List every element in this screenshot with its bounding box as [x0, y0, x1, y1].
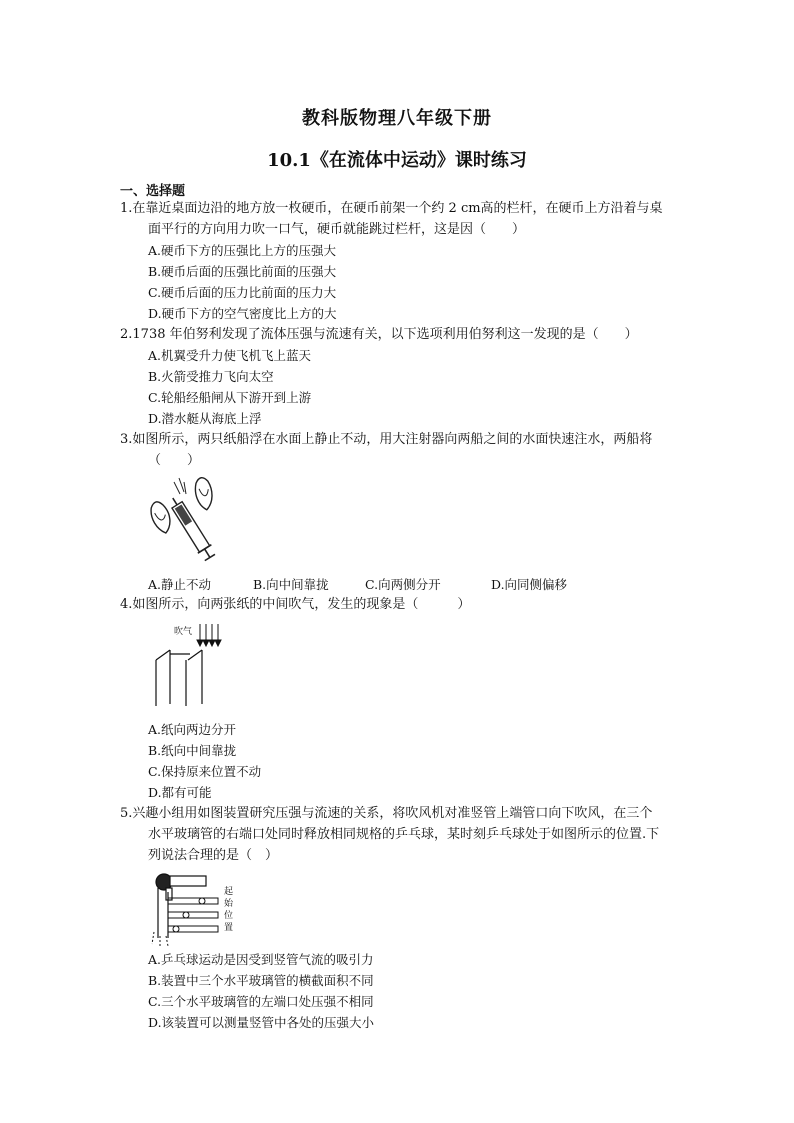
right-boat-icon — [193, 476, 214, 511]
ping-pong-balls-icon — [173, 898, 205, 932]
question-5-option-b: B.装置中三个水平玻璃管的横截面积不同 — [148, 973, 374, 988]
question-1-option-b: B.硬币后面的压强比前面的压强大 — [148, 264, 337, 279]
question-5-option-c: C.三个水平玻璃管的左端口处压强不相同 — [148, 994, 374, 1009]
svg-text:置: 置 — [224, 923, 234, 933]
question-4-text: 4.如图所示，向两张纸的中间吹气，发生的现象是（ ） — [120, 597, 471, 612]
question-5-text-cont: 水平玻璃管的右端口处同时释放相同规格的乒乓球，某时刻乒乓球处于如图所示的位置.下 — [148, 827, 660, 842]
question-4-option-b: B.纸向中间靠拢 — [148, 743, 237, 758]
svg-text:起: 起 — [224, 887, 234, 897]
question-2-text: 2.1738 年伯努利发现了流体压强与流速有关，以下选项利用伯努利这一发现的是（ ） — [120, 327, 638, 342]
question-2-option-c: C.轮船经船闸从下游开到上游 — [148, 390, 312, 405]
document-title: 教科版物理八年级下册 — [302, 108, 492, 129]
boats-syringe-figure — [146, 472, 226, 568]
question-3-options — [148, 575, 567, 593]
section-heading: 一、选择题 — [120, 184, 186, 199]
question-3-option-a: A.静止不动 — [148, 577, 212, 592]
question-5-text: 5.兴趣小组用如图装置研究压强与流速的关系，将吹风机对准竖管上端管口向下吹风，在三个 — [120, 806, 653, 821]
question-4-option-a: A.纸向两边分开 — [148, 722, 237, 737]
start-position-label — [224, 885, 234, 933]
question-2-option-d: D.潜水艇从海底上浮 — [148, 411, 262, 426]
syringe-icon — [166, 494, 217, 562]
lesson-title: 10.1《在流体中运动》课时练习 — [267, 150, 527, 171]
water-jet-icon — [174, 478, 186, 494]
question-3-text: 3.如图所示，两只纸船浮在水面上静止不动，用大注射器向两船之间的水面快速注水，两船将 — [120, 432, 653, 447]
question-5-option-a: A.乒乓球运动是因受到竖管气流的吸引力 — [148, 952, 374, 967]
blow-arrows-icon — [197, 624, 221, 646]
question-4-option-d: D.都有可能 — [148, 785, 212, 800]
question-1-text: 1.在靠近桌面边沿的地方放一枚硬币，在硬币前架一个约 2 cm高的栏杆，在硬币上方沿着与桌 — [120, 201, 663, 216]
hairdryer-tubes-figure — [148, 866, 236, 946]
hair-dryer-icon — [156, 874, 206, 900]
paper-sheets-figure — [152, 622, 232, 710]
question-1-option-a: A.硬币下方的压强比上方的压强大 — [148, 243, 337, 258]
question-5-option-d: D.该装置可以测量竖管中各处的压强大小 — [148, 1015, 375, 1030]
question-1-option-d: D.硬币下方的空气密度比上方的大 — [148, 306, 337, 321]
question-1-text-cont: 面平行的方向用力吹一口气，硬币就能跳过栏杆，这是因（ ） — [148, 222, 526, 237]
svg-text:位: 位 — [224, 911, 234, 921]
question-3-option-b: B.向中间靠拢 — [253, 577, 329, 592]
question-1-option-c: C.硬币后面的压力比前面的压力大 — [148, 285, 337, 300]
left-boat-icon — [149, 500, 173, 536]
question-2-option-a: A.机翼受升力使飞机飞上蓝天 — [148, 348, 312, 363]
airflow-dashes-icon — [152, 932, 168, 946]
question-5-text-cont2: 列说法合理的是（ ） — [148, 848, 279, 863]
question-3-text-cont: （ ） — [148, 453, 201, 468]
question-3-option-d: D.向同侧偏移 — [491, 577, 568, 592]
question-3-option-c: C.向两侧分开 — [365, 577, 441, 592]
question-4-option-c: C.保持原来位置不动 — [148, 764, 262, 779]
question-2-option-b: B.火箭受推力飞向太空 — [148, 369, 274, 384]
svg-text:始: 始 — [224, 899, 234, 909]
paper-sheets-icon — [156, 650, 202, 706]
blow-label: 吹气 — [174, 627, 193, 637]
